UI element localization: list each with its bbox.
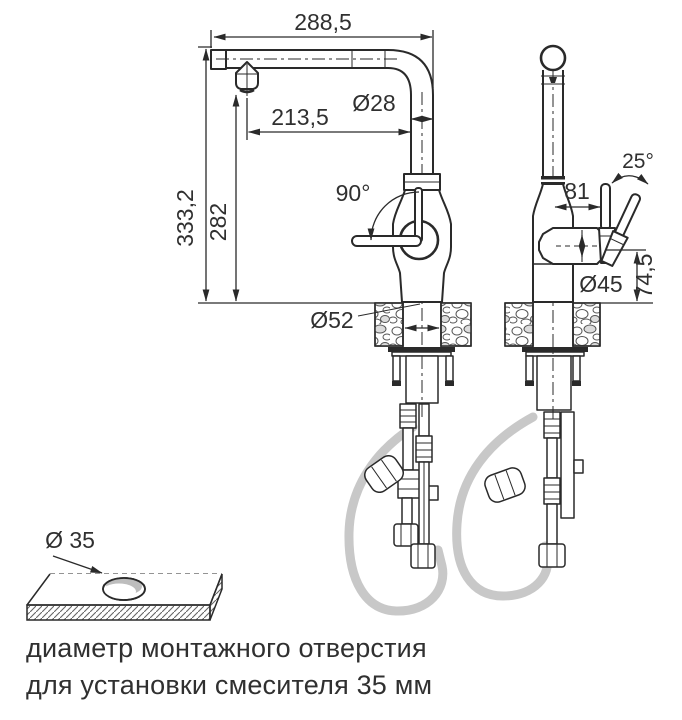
- dim-label-mounting-hole: Ø 35: [45, 527, 95, 553]
- dim-label-tube-diameter: Ø28: [352, 90, 396, 116]
- dim-label-handle-offset: 81: [564, 178, 590, 204]
- dimension-body-diameter: [579, 271, 622, 297]
- dim-label-spout-reach: 288,5: [294, 9, 352, 35]
- dimension-handle-tilt: [612, 150, 654, 184]
- dim-label-handle-swing: 90°: [335, 180, 371, 206]
- dimension-overall-height: [172, 47, 375, 303]
- supply-hoses-front: [394, 404, 438, 568]
- dim-label-overall-height: 333,2: [172, 189, 198, 247]
- dim-label-body-diameter: Ø45: [579, 271, 623, 297]
- mounting-hole: [102, 578, 145, 600]
- supply-hoses-side: [539, 412, 583, 567]
- spout-end-circle: [541, 46, 565, 70]
- mounting-hardware-side: [522, 347, 588, 410]
- caption-line-2: для установки смесителя 35 мм: [26, 670, 433, 700]
- handle-lever-front: [352, 236, 421, 246]
- hose-weight-side: [482, 465, 527, 504]
- dim-label-handle-tilt: 25°: [622, 150, 654, 173]
- dim-label-outlet-height: 282: [205, 202, 231, 242]
- dim-label-cartridge-height: 74,5: [631, 253, 657, 299]
- dimension-outlet-height: [205, 95, 236, 301]
- caption: [26, 630, 432, 704]
- spray-hose-loop-side: [457, 417, 548, 596]
- spray-outlet-side: [549, 77, 557, 83]
- cartridge-housing-side: [539, 228, 601, 264]
- handle-pin-front: [415, 188, 422, 242]
- caption-line-1: диаметр монтажного отверстия: [26, 633, 427, 663]
- dim-label-base-diameter: Ø52: [310, 307, 354, 333]
- faucet-side-view: [457, 46, 646, 596]
- dim-label-outlet-offset: 213,5: [271, 104, 329, 130]
- mounting-hole-diagram: [27, 527, 222, 620]
